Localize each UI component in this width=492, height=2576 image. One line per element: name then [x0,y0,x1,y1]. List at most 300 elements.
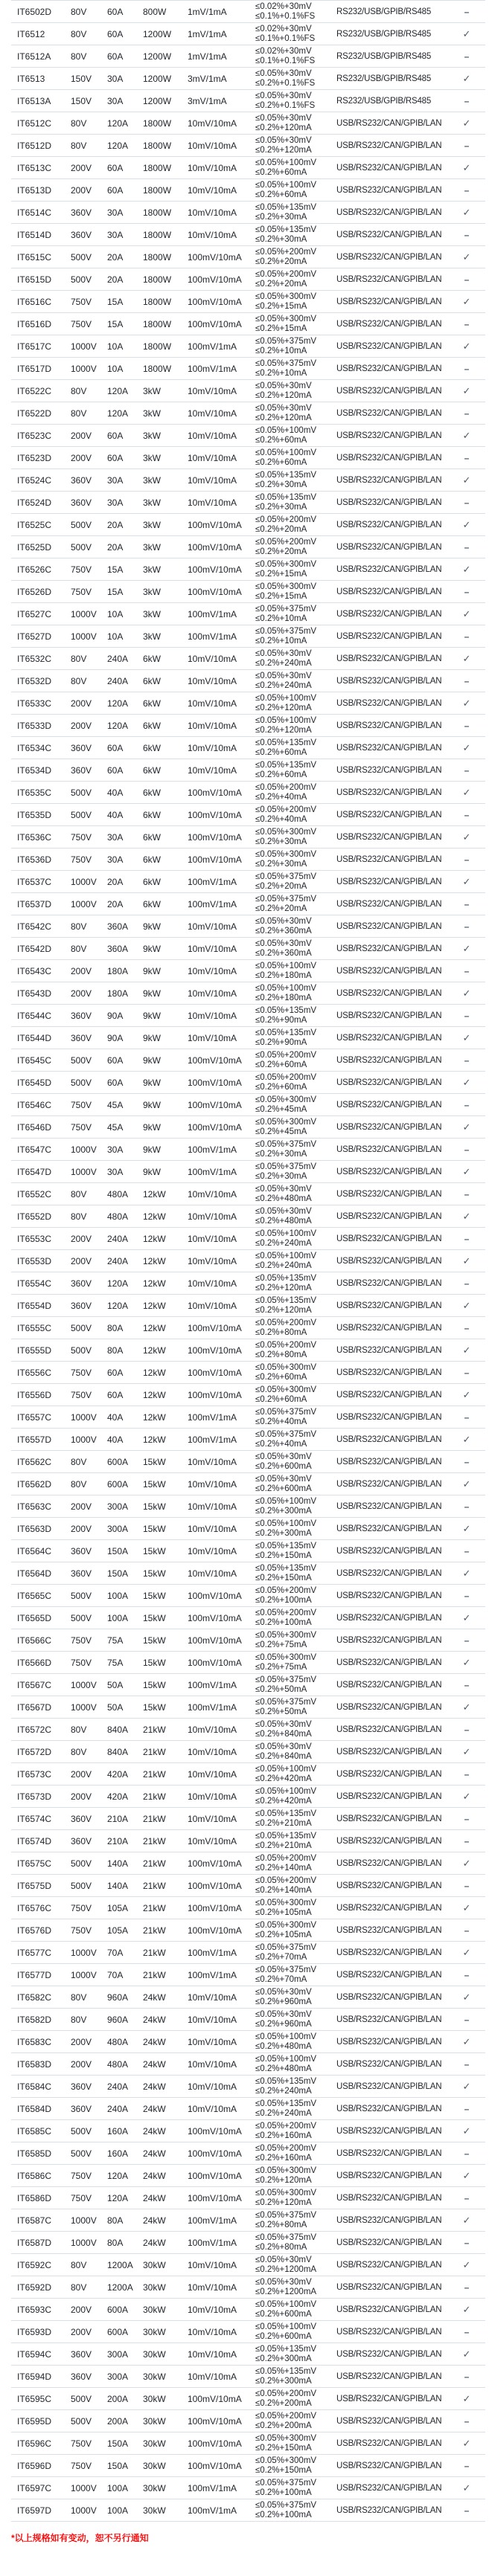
interfaces-cell: RS232/USB/GPIB/RS485 [336,7,432,16]
model-cell: IT6545C [17,1054,52,1066]
accuracy-current-value: ≤0.2%+90mA [255,1015,307,1025]
accuracy-cell [255,2299,336,2320]
voltage-cell: 500V [71,2125,92,2137]
accuracy-voltage-value: ≤0.05%+200mV [255,515,317,524]
check-icon: ✓ [462,1523,471,1534]
flag-cell [448,1139,485,1160]
flag-cell [448,1942,485,1963]
accuracy-cell [255,1429,336,1450]
interfaces-cell: USB/RS232/CAN/GPIB/LAN [336,297,442,306]
model-cell: IT6576D [17,1925,52,1936]
current-cell: 10A [107,341,124,352]
accuracy-cell [255,871,336,892]
interfaces-cell: USB/RS232/CAN/GPIB/LAN [336,1903,442,1913]
table-row [11,1428,485,1450]
current-cell: 120A [107,385,129,396]
resolution-cell: 10mV/10mA [188,497,237,508]
current-cell: 120A [107,2192,129,2203]
accuracy-cell [255,90,336,112]
dash-icon: – [464,1925,470,1936]
model-cell: IT6543D [17,988,52,999]
check-icon: ✓ [462,296,471,307]
voltage-cell: 200V [71,1255,92,1266]
current-cell: 30A [107,854,124,865]
interfaces-cell: USB/RS232/CAN/GPIB/LAN [336,2483,442,2493]
resolution-cell: 10mV/10mA [188,1032,237,1043]
flag-cell [448,1005,485,1026]
current-cell: 420A [107,1768,129,1780]
power-cell: 12kW [143,1255,166,1266]
interfaces-cell: USB/RS232/CAN/GPIB/LAN [336,2059,442,2069]
flag-cell [448,536,485,558]
dash-icon: – [464,140,470,151]
accuracy-voltage-value: ≤0.05%+375mV [255,2478,317,2488]
interfaces-cell: USB/RS232/CAN/GPIB/LAN [336,2148,442,2158]
check-icon: ✓ [462,943,471,954]
accuracy-current-value: ≤0.2%+480mA [255,2064,312,2073]
table-row [11,2454,485,2476]
voltage-cell: 80V [71,653,87,664]
interfaces-cell: USB/RS232/CAN/GPIB/LAN [336,1814,442,1823]
voltage-cell: 360V [71,1835,92,1846]
dash-icon: – [464,2505,470,2516]
interfaces-cell: USB/RS232/CAN/GPIB/LAN [336,988,442,998]
flag-cell [448,224,485,245]
check-icon: ✓ [462,1858,471,1869]
dash-icon: – [464,1635,470,1646]
power-cell: 6kW [143,742,161,753]
accuracy-voltage-value: ≤0.05%+300mV [255,1385,317,1394]
resolution-cell: 10mV/10mA [188,2058,237,2070]
table-row [11,1517,485,1539]
voltage-cell: 360V [71,207,92,218]
flag-cell [448,68,485,89]
accuracy-cell [255,380,336,402]
voltage-cell: 360V [71,1300,92,1311]
resolution-cell: 100mV/1mA [188,2505,237,2516]
flag-cell [448,1,485,22]
table-row [11,335,485,357]
resolution-cell: 10mV/10mA [188,653,237,664]
model-cell: IT6533D [17,720,52,731]
accuracy-current-value: ≤0.2%+60mA [255,1060,307,1069]
resolution-cell: 100mV/1mA [188,608,237,619]
dash-icon: – [464,1813,470,1824]
accuracy-voltage-value: ≤0.05%+100mV [255,1519,317,1528]
interfaces-cell: USB/RS232/CAN/GPIB/LAN [336,1144,442,1154]
check-icon: ✓ [462,1701,471,1713]
current-cell: 360A [107,943,129,954]
current-cell: 50A [107,1679,124,1690]
flag-cell [448,1116,485,1138]
accuracy-cell [255,2477,336,2499]
voltage-cell: 1000V [71,2482,97,2493]
power-cell: 1800W [143,296,172,307]
flag-cell [448,715,485,736]
accuracy-current-value: ≤0.2%+120mA [255,703,312,712]
accuracy-current-value: ≤0.2%+60mA [255,770,307,779]
table-row [11,1339,485,1361]
interfaces-cell: USB/RS232/CAN/GPIB/LAN [336,1078,442,1087]
accuracy-voltage-value: ≤0.05%+30mV [255,1742,312,1751]
table-row [11,1785,485,1807]
flag-cell [448,2009,485,2030]
power-cell: 9kW [143,921,161,932]
flag-cell [448,1607,485,1629]
table-row [11,892,485,915]
flag-cell [448,112,485,134]
voltage-cell: 200V [71,1791,92,1802]
resolution-cell: 100mV/10mA [188,2125,242,2137]
voltage-cell: 500V [71,809,92,820]
accuracy-voltage-value: ≤0.05%+30mV [255,1184,312,1194]
power-cell: 12kW [143,1434,166,1445]
accuracy-current-value: ≤0.2%+70mA [255,1952,307,1962]
current-cell: 480A [107,1188,129,1200]
interfaces-cell: USB/RS232/CAN/GPIB/LAN [336,1189,442,1199]
power-cell: 24kW [143,2036,166,2047]
resolution-cell: 100mV/10mA [188,2415,242,2427]
resolution-cell: 100mV/10mA [188,541,242,553]
flag-cell [448,982,485,1004]
table-row [11,1472,485,1495]
power-cell: 1800W [143,184,172,196]
power-cell: 15kW [143,1501,166,1512]
accuracy-current-value: ≤0.2%+1200mA [255,2264,317,2274]
resolution-cell: 10mV/10mA [188,1478,237,1490]
check-icon: ✓ [462,2036,471,2047]
interfaces-cell: USB/RS232/CAN/GPIB/LAN [336,1747,442,1756]
model-cell: IT6593D [17,2326,52,2337]
table-row [11,1272,485,1294]
accuracy-current-value: ≤0.2%+120mA [255,2197,312,2207]
resolution-cell: 100mV/10mA [188,1099,242,1110]
interfaces-cell: USB/RS232/CAN/GPIB/LAN [336,163,442,173]
current-cell: 150A [107,1568,129,1579]
current-cell: 60A [107,184,124,196]
dash-icon: – [464,921,470,932]
voltage-cell: 1000V [71,1947,97,1958]
accuracy-cell [255,915,336,937]
voltage-cell: 500V [71,1054,92,1066]
power-cell: 12kW [143,1322,166,1333]
table-row [11,1896,485,1919]
power-cell: 800W [143,6,167,17]
accuracy-current-value: ≤0.2%+140mA [255,1885,312,1895]
flag-cell [448,1473,485,1495]
check-icon: ✓ [462,876,471,887]
accuracy-cell [255,804,336,825]
accuracy-voltage-value: ≤0.05%+30mV [255,1719,312,1729]
accuracy-current-value: ≤0.1%+0.1%FS [255,11,316,21]
flag-cell [448,313,485,335]
voltage-cell: 750V [71,1635,92,1646]
voltage-cell: 80V [71,117,87,129]
accuracy-current-value: ≤0.2%+30mA [255,234,307,244]
accuracy-voltage-value: ≤0.05%+200mV [255,1318,317,1327]
table-row [11,1696,485,1718]
dash-icon: – [464,318,470,329]
model-cell: IT6553C [17,1233,52,1244]
voltage-cell: 200V [71,430,92,441]
accuracy-cell [255,2343,336,2365]
resolution-cell: 100mV/10mA [188,854,242,865]
voltage-cell: 1000V [71,2505,97,2516]
current-cell: 105A [107,1925,129,1936]
current-cell: 120A [107,408,129,419]
resolution-cell: 100mV/10mA [188,1880,242,1891]
interfaces-cell: USB/RS232/CAN/GPIB/LAN [336,1948,442,1957]
resolution-cell: 10mV/10mA [188,1456,237,1467]
power-cell: 12kW [143,1367,166,1378]
accuracy-voltage-value: ≤0.02%+30mV [255,24,312,33]
current-cell: 120A [107,117,129,129]
accuracy-current-value: ≤0.2%+960mA [255,2019,312,2029]
resolution-cell: 10mV/10mA [188,140,237,151]
accuracy-cell [255,447,336,468]
interfaces-cell: USB/RS232/CAN/GPIB/LAN [336,2505,442,2515]
flag-cell [448,1406,485,1428]
voltage-cell: 750V [71,586,92,597]
voltage-cell: 1000V [71,1166,97,1177]
accuracy-cell [255,960,336,982]
dash-icon: – [464,1501,470,1512]
table-row [11,2387,485,2409]
accuracy-cell [255,603,336,625]
accuracy-current-value: ≤0.2%+60mA [255,457,307,467]
table-row [11,1852,485,1874]
accuracy-voltage-value: ≤0.05%+135mV [255,1273,317,1283]
model-cell: IT6564C [17,1545,52,1556]
power-cell: 21kW [143,1858,166,1869]
current-cell: 180A [107,965,129,976]
resolution-cell: 10mV/10mA [188,2081,237,2092]
current-cell: 480A [107,2036,129,2047]
check-icon: ✓ [462,1746,471,1757]
model-cell: IT6572C [17,1724,52,1735]
table-row [11,647,485,669]
current-cell: 120A [107,720,129,731]
dash-icon: – [464,1969,470,1980]
table-row [11,1829,485,1852]
current-cell: 40A [107,1434,124,1445]
table-row [11,2365,485,2387]
current-cell: 20A [107,251,124,263]
model-cell: IT6512A [17,51,51,62]
current-cell: 15A [107,586,124,597]
model-cell: IT6566D [17,1657,52,1668]
dash-icon: – [464,229,470,240]
voltage-cell: 1000V [71,898,97,909]
dash-icon: – [464,586,470,597]
current-cell: 240A [107,2081,129,2092]
resolution-cell: 10mV/10mA [188,2304,237,2315]
voltage-cell: 200V [71,452,92,463]
flag-cell [448,603,485,625]
model-cell: IT6572D [17,1746,52,1757]
interfaces-cell: USB/RS232/CAN/GPIB/LAN [336,966,442,976]
voltage-cell: 1000V [71,1144,97,1155]
model-cell: IT6532D [17,675,52,686]
power-cell: 12kW [143,1411,166,1423]
table-row [11,2008,485,2030]
flag-cell [448,871,485,892]
model-cell: IT6593C [17,2304,52,2315]
voltage-cell: 750V [71,854,92,865]
model-cell: IT6515C [17,251,52,263]
accuracy-cell [255,268,336,290]
current-cell: 210A [107,1835,129,1846]
accuracy-voltage-value: ≤0.05%+300mV [255,314,317,323]
flag-cell [448,1585,485,1606]
power-cell: 3kW [143,497,161,508]
interfaces-cell: USB/RS232/CAN/GPIB/LAN [336,788,442,797]
table-row [11,2276,485,2298]
interfaces-cell: USB/RS232/CAN/GPIB/LAN [336,2282,442,2292]
accuracy-current-value: ≤0.2%+20mA [255,257,307,266]
flag-cell [448,1072,485,1093]
model-cell: IT6514C [17,207,52,218]
voltage-cell: 750V [71,1121,92,1133]
power-cell: 6kW [143,809,161,820]
accuracy-current-value: ≤0.2%+120mA [255,1283,312,1292]
accuracy-voltage-value: ≤0.05%+375mV [255,1965,317,1974]
power-cell: 21kW [143,1969,166,1980]
flag-cell [448,45,485,67]
voltage-cell: 80V [71,1478,87,1490]
dash-icon: – [464,854,470,865]
interfaces-cell: USB/RS232/CAN/GPIB/LAN [336,631,442,641]
accuracy-cell [255,1607,336,1629]
accuracy-cell [255,849,336,870]
power-cell: 9kW [143,1077,161,1088]
current-cell: 300A [107,1523,129,1534]
interfaces-cell: USB/RS232/CAN/GPIB/LAN [336,520,442,529]
table-row [11,1986,485,2008]
model-cell: IT6524C [17,474,52,486]
accuracy-cell [255,2410,336,2432]
current-cell: 80A [107,2237,124,2248]
accuracy-voltage-value: ≤0.05%+30mV [255,2255,312,2264]
flag-cell [448,1295,485,1316]
table-row [11,2052,485,2075]
accuracy-current-value: ≤0.2%+30mA [255,1149,307,1159]
table-row [11,1049,485,1071]
accuracy-cell [255,893,336,915]
model-cell: IT6516C [17,296,52,307]
voltage-cell: 1000V [71,1969,97,1980]
table-row [11,112,485,134]
power-cell: 24kW [143,2170,166,2181]
resolution-cell: 10mV/10mA [188,988,237,999]
current-cell: 30A [107,497,124,508]
model-cell: IT6515D [17,274,52,285]
accuracy-voltage-value: ≤0.05%+30mV [255,1987,312,1997]
interfaces-cell: USB/RS232/CAN/GPIB/LAN [336,1546,442,1556]
resolution-cell: 100mV/10mA [188,2438,242,2449]
flag-cell [448,1339,485,1361]
table-row [11,1562,485,1584]
check-icon: ✓ [462,2393,471,2404]
accuracy-voltage-value: ≤0.05%+200mV [255,2143,317,2153]
voltage-cell: 360V [71,474,92,486]
accuracy-current-value: ≤0.2%+40mA [255,1439,307,1449]
accuracy-cell [255,1674,336,1696]
current-cell: 75A [107,1657,124,1668]
voltage-cell: 80V [71,385,87,396]
current-cell: 180A [107,988,129,999]
current-cell: 240A [107,2103,129,2114]
resolution-cell: 10mV/10mA [188,1300,237,1311]
voltage-cell: 500V [71,1345,92,1356]
accuracy-cell [255,1696,336,1718]
accuracy-voltage-value: ≤0.05%+100mV [255,180,317,190]
accuracy-voltage-value: ≤0.05%+375mV [255,358,317,368]
model-cell: IT6553D [17,1255,52,1266]
table-row [11,535,485,558]
interfaces-cell: USB/RS232/CAN/GPIB/LAN [336,1234,442,1243]
check-icon: ✓ [462,207,471,218]
current-cell: 100A [107,1612,129,1623]
accuracy-cell [255,938,336,959]
voltage-cell: 1000V [71,631,97,642]
current-cell: 15A [107,296,124,307]
model-cell: IT6573D [17,1791,52,1802]
current-cell: 160A [107,2125,129,2137]
table-row [11,1718,485,1740]
current-cell: 140A [107,1880,129,1891]
accuracy-current-value: ≤0.2%+240mA [255,680,312,690]
resolution-cell: 10mV/10mA [188,207,237,218]
interfaces-cell: USB/RS232/CAN/GPIB/LAN [336,1680,442,1690]
voltage-cell: 80V [71,1746,87,1757]
flag-cell [448,893,485,915]
power-cell: 12kW [143,1188,166,1200]
accuracy-current-value: ≤0.2%+600mA [255,1484,312,1493]
model-cell: IT6525D [17,541,52,553]
model-cell: IT6517C [17,341,52,352]
table-row [11,1584,485,1606]
power-cell: 6kW [143,764,161,776]
resolution-cell: 10mV/10mA [188,698,237,709]
accuracy-current-value: ≤0.2%+600mA [255,2331,312,2341]
interfaces-cell: USB/RS232/CAN/GPIB/LAN [336,654,442,663]
accuracy-current-value: ≤0.2%+100mA [255,2488,312,2497]
voltage-cell: 1000V [71,1701,97,1713]
resolution-cell: 10mV/10mA [188,474,237,486]
accuracy-cell [255,2455,336,2476]
interfaces-cell: USB/RS232/CAN/GPIB/LAN [336,1011,442,1020]
model-cell: IT6514D [17,229,52,240]
model-cell: IT6595C [17,2393,52,2404]
flag-cell [448,2410,485,2432]
resolution-cell: 10mV/10mA [188,117,237,129]
voltage-cell: 200V [71,988,92,999]
current-cell: 60A [107,1054,124,1066]
power-cell: 12kW [143,1211,166,1222]
resolution-cell: 10mV/10mA [188,229,237,240]
resolution-cell: 100mV/1mA [188,1679,237,1690]
model-cell: IT6517D [17,363,52,374]
table-row [11,2320,485,2342]
table-row [11,580,485,602]
accuracy-voltage-value: ≤0.05%+100mV [255,2032,317,2041]
flag-cell [448,2432,485,2454]
resolution-cell: 100mV/1mA [188,2237,237,2248]
resolution-cell: 100mV/10mA [188,1902,242,1913]
flag-cell [448,960,485,982]
dash-icon: – [464,541,470,553]
